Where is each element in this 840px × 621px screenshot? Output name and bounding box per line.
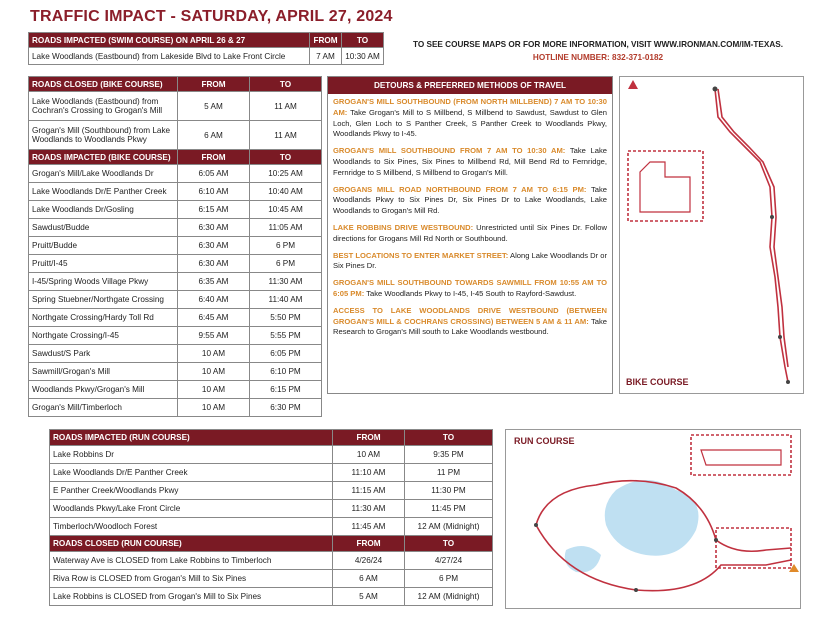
table-row <box>29 92 322 121</box>
table-row <box>29 201 322 219</box>
bike-impacted-from: 6:40 AM <box>178 291 250 309</box>
table-row <box>29 273 322 291</box>
run-course-table <box>49 429 493 606</box>
bike-closed-from: 5 AM <box>178 92 250 121</box>
bike-impacted-header-from: FROM <box>178 150 250 165</box>
detour-heading: GROGAN'S MILL SOUTHBOUND FROM 7 AM TO 10:30 AM: <box>333 146 566 156</box>
hotline-text: HOTLINE NUMBER: 832-371-0182 <box>532 53 664 62</box>
warning-icon <box>628 80 638 89</box>
bike-impacted-road: Northgate Crossing/Hardy Toll Rd <box>29 309 178 327</box>
detour-text: Take Woodlands Pkwy to Six Pines Dr, Six Pines Dr to Lake Woodlands, Lake Woodlands to Grogan's Mill Rd. <box>333 184 607 216</box>
bike-course-table <box>28 76 322 417</box>
run-closed-from: 4/26/24 <box>333 552 405 570</box>
bike-impacted-from: 6:30 AM <box>178 255 250 273</box>
bike-impacted-to: 11:30 AM <box>250 273 322 291</box>
detour-text: Take Research to Grogan's Mill south to Lake Woodlands westbound. <box>333 316 607 337</box>
table-row <box>50 588 493 606</box>
bike-impacted-from: 6:10 AM <box>178 183 250 201</box>
detour-text: Along Lake Woodlands Dr or Six Pines Dr. <box>333 250 607 271</box>
run-closed-to: 4/27/24 <box>405 552 493 570</box>
run-impacted-from: 11:45 AM <box>333 518 405 536</box>
bike-closed-road: Lake Woodlands (Eastbound) from Cochran's Crossing to Grogan's Mill <box>29 92 178 121</box>
run-inset-route <box>701 450 781 465</box>
swim-road: Lake Woodlands (Eastbound) from Lakeside Blvd to Lake Front Circle <box>29 48 310 65</box>
run-impacted-header-road: ROADS IMPACTED (RUN COURSE) <box>50 430 333 446</box>
run-inset-box <box>691 435 791 475</box>
table-row <box>50 446 493 464</box>
swim-header-to: TO <box>342 33 384 48</box>
run-route-marker <box>714 538 718 542</box>
bike-impacted-from: 10 AM <box>178 399 250 417</box>
run-closed-header-from: FROM <box>333 536 405 552</box>
bike-impacted-from: 10 AM <box>178 363 250 381</box>
bike-impacted-to: 5:50 PM <box>250 309 322 327</box>
bike-impacted-from: 9:55 AM <box>178 327 250 345</box>
bike-route-marker <box>770 215 774 219</box>
swim-header-from: FROM <box>310 33 342 48</box>
table-row <box>29 121 322 150</box>
table-row <box>29 309 322 327</box>
bike-closed-header-road: ROADS CLOSED (BIKE COURSE) <box>29 77 178 92</box>
run-impacted-header-from: FROM <box>333 430 405 446</box>
detour-heading: ACCESS TO LAKE WOODLANDS DRIVE WESTBOUND (BETWEEN GROGAN'S MILL & COCHRANS CROSSING) BETWEEN 5 AM & 11 AM: <box>333 305 607 326</box>
table-row <box>29 183 322 201</box>
run-impacted-to: 12 AM (Midnight) <box>405 518 493 536</box>
table-row <box>29 363 322 381</box>
run-route-marker <box>634 588 638 592</box>
bike-course-map <box>619 76 804 394</box>
bike-closed-header-from: FROM <box>178 77 250 92</box>
run-impacted-from: 11:15 AM <box>333 482 405 500</box>
bike-impacted-to: 6:05 PM <box>250 345 322 363</box>
run-closed-road: Riva Row is CLOSED from Grogan's Mill to Six Pines <box>50 570 333 588</box>
detour-heading: BEST LOCATIONS TO ENTER MARKET STREET: <box>333 250 509 260</box>
table-row <box>29 291 322 309</box>
table-row <box>29 255 322 273</box>
bike-impacted-to: 6 PM <box>250 237 322 255</box>
detours-header: DETOURS & PREFERRED METHODS OF TRAVEL <box>328 77 612 94</box>
run-closed-header-row <box>50 536 493 552</box>
bike-impacted-road: Pruitt/I-45 <box>29 255 178 273</box>
run-impacted-to: 11:30 PM <box>405 482 493 500</box>
run-map-label: RUN COURSE <box>514 436 575 446</box>
detour-item <box>333 306 607 338</box>
detour-item <box>333 251 607 273</box>
table-row <box>50 552 493 570</box>
info-block <box>398 38 798 64</box>
run-closed-road: Lake Robbins is CLOSED from Grogan's Mill to Six Pines <box>50 588 333 606</box>
bike-impacted-road: I-45/Spring Woods Village Pkwy <box>29 273 178 291</box>
detour-heading: GROGANS MILL ROAD NORTHBOUND FROM 7 AM TO 6:15 PM: <box>333 184 587 194</box>
bike-impacted-to: 6:15 PM <box>250 381 322 399</box>
page-title: TRAFFIC IMPACT - SATURDAY, APRIL 27, 2024 <box>30 8 393 25</box>
bike-map-graphic <box>620 77 805 395</box>
lake-water <box>605 480 699 556</box>
run-map-graphic <box>506 430 802 610</box>
table-row <box>50 518 493 536</box>
bike-route-marker <box>713 87 718 92</box>
run-route-marker <box>534 523 538 527</box>
bike-impacted-to: 10:45 AM <box>250 201 322 219</box>
bike-impacted-from: 6:45 AM <box>178 309 250 327</box>
table-row <box>50 464 493 482</box>
table-row <box>29 165 322 183</box>
bike-inset-route <box>640 162 690 212</box>
bike-impacted-road: Woodlands Pkwy/Grogan's Mill <box>29 381 178 399</box>
bike-impacted-from: 6:05 AM <box>178 165 250 183</box>
bike-route-marker <box>786 380 790 384</box>
table-row <box>50 500 493 518</box>
bike-impacted-road: Lake Woodlands Dr/Gosling <box>29 201 178 219</box>
bike-impacted-to: 11:05 AM <box>250 219 322 237</box>
run-impacted-road: Timberloch/Woodloch Forest <box>50 518 333 536</box>
bike-impacted-road: Sawdust/S Park <box>29 345 178 363</box>
bike-impacted-header-row <box>29 150 322 165</box>
info-text: TO SEE COURSE MAPS OR FOR MORE INFORMATION, VISIT WWW.IRONMAN.COM/IM-TEXAS. <box>413 40 783 49</box>
bike-impacted-to: 6 PM <box>250 255 322 273</box>
bike-impacted-to: 11:40 AM <box>250 291 322 309</box>
table-row <box>29 345 322 363</box>
bike-impacted-from: 6:35 AM <box>178 273 250 291</box>
bike-impacted-to: 10:25 AM <box>250 165 322 183</box>
bike-closed-to: 11 AM <box>250 121 322 150</box>
bike-closed-road: Grogan's Mill (Southbound) from Lake Woodlands to Woodlands Pkwy <box>29 121 178 150</box>
bike-impacted-road: Sawmill/Grogan's Mill <box>29 363 178 381</box>
detour-item <box>333 146 607 178</box>
run-impacted-from: 11:10 AM <box>333 464 405 482</box>
run-closed-header-road: ROADS CLOSED (RUN COURSE) <box>50 536 333 552</box>
table-row <box>29 327 322 345</box>
bike-impacted-from: 6:30 AM <box>178 219 250 237</box>
table-row <box>29 237 322 255</box>
bike-impacted-road: Sawdust/Budde <box>29 219 178 237</box>
bike-impacted-from: 6:30 AM <box>178 237 250 255</box>
bike-impacted-header-to: TO <box>250 150 322 165</box>
table-row <box>29 399 322 417</box>
bike-impacted-header-road: ROADS IMPACTED (BIKE COURSE) <box>29 150 178 165</box>
detour-item <box>333 223 607 245</box>
run-impacted-header-to: TO <box>405 430 493 446</box>
run-impacted-from: 10 AM <box>333 446 405 464</box>
run-closed-road: Waterway Ave is CLOSED from Lake Robbins to Timberloch <box>50 552 333 570</box>
bike-impacted-to: 10:40 AM <box>250 183 322 201</box>
swim-from: 7 AM <box>310 48 342 65</box>
bike-impacted-road: Grogan's Mill/Lake Woodlands Dr <box>29 165 178 183</box>
table-row <box>50 482 493 500</box>
lake-water <box>565 546 601 572</box>
run-closed-from: 6 AM <box>333 570 405 588</box>
run-course-map <box>505 429 801 609</box>
bike-impacted-road: Northgate Crossing/I-45 <box>29 327 178 345</box>
detour-item <box>333 278 607 300</box>
run-closed-to: 12 AM (Midnight) <box>405 588 493 606</box>
detour-item <box>333 97 607 140</box>
bike-map-label: BIKE COURSE <box>626 377 689 387</box>
run-impacted-road: Lake Woodlands Dr/E Panther Creek <box>50 464 333 482</box>
bike-impacted-from: 10 AM <box>178 381 250 399</box>
bike-impacted-road: Lake Woodlands Dr/E Panther Creek <box>29 183 178 201</box>
detour-item <box>333 185 607 217</box>
bike-impacted-to: 6:30 PM <box>250 399 322 417</box>
run-closed-to: 6 PM <box>405 570 493 588</box>
run-closed-from: 5 AM <box>333 588 405 606</box>
run-impacted-from: 11:30 AM <box>333 500 405 518</box>
bike-impacted-from: 6:15 AM <box>178 201 250 219</box>
run-impacted-to: 11 PM <box>405 464 493 482</box>
bike-route-marker <box>778 335 782 339</box>
bike-closed-to: 11 AM <box>250 92 322 121</box>
detour-text: Take Lake Woodlands to Six Pines, Six Pines to Millbend Rd, Mill Bend Rd to Fernridge, Fernridge to S Millbend, S Millbend to Grogan's Mill. <box>333 146 607 177</box>
run-impacted-road: E Panther Creek/Woodlands Pkwy <box>50 482 333 500</box>
detours-panel <box>327 76 613 394</box>
table-row <box>29 381 322 399</box>
bike-impacted-to: 6:10 PM <box>250 363 322 381</box>
bike-impacted-road: Spring Stuebner/Northgate Crossing <box>29 291 178 309</box>
bike-route-line <box>715 89 788 382</box>
detour-heading: GROGAN'S MILL SOUTHBOUND (FROM NORTH MILLBEND) 7 AM TO 10:30 AM: <box>333 97 607 117</box>
bike-closed-header-to: TO <box>250 77 322 92</box>
run-impacted-header-row <box>50 430 493 446</box>
run-impacted-to: 11:45 PM <box>405 500 493 518</box>
detour-heading: GROGAN'S MILL SOUTHBOUND TOWARDS SAWMILL FROM 10:55 AM TO 6:05 PM: <box>333 278 607 298</box>
swim-course-table <box>28 32 384 65</box>
swim-header-road: ROADS IMPACTED (SWIM COURSE) ON APRIL 26 & 27 <box>29 33 310 48</box>
detour-text: Take Woodlands Pkwy to I-45, I-45 South to Rayford-Sawdust. <box>364 288 577 298</box>
bike-impacted-road: Grogan's Mill/Timberloch <box>29 399 178 417</box>
run-closed-header-to: TO <box>405 536 493 552</box>
bike-impacted-to: 5:55 PM <box>250 327 322 345</box>
run-impacted-road: Lake Robbins Dr <box>50 446 333 464</box>
table-row <box>29 219 322 237</box>
run-impacted-road: Woodlands Pkwy/Lake Front Circle <box>50 500 333 518</box>
detour-text: Unrestricted until Six Pines Dr. Follow directions for Grogans Mill Rd North or Southbound. <box>333 222 607 243</box>
bike-closed-header-row <box>29 77 322 92</box>
bike-closed-from: 6 AM <box>178 121 250 150</box>
detour-heading: LAKE ROBBINS DRIVE WESTBOUND: <box>333 222 474 232</box>
swim-to: 10:30 AM <box>342 48 384 65</box>
detour-text: Take Grogan's Mill to S Millbend, S Millbend to Sawdust, Sawdust to Glen Loch, Glen Loch to S Panther Creek, S Panther Creek to Woodlands Pkwy, Woodlands Pkwy to I-45. <box>333 107 607 139</box>
bike-impacted-from: 10 AM <box>178 345 250 363</box>
run-impacted-to: 9:35 PM <box>405 446 493 464</box>
table-row <box>50 570 493 588</box>
bike-impacted-road: Pruitt/Budde <box>29 237 178 255</box>
